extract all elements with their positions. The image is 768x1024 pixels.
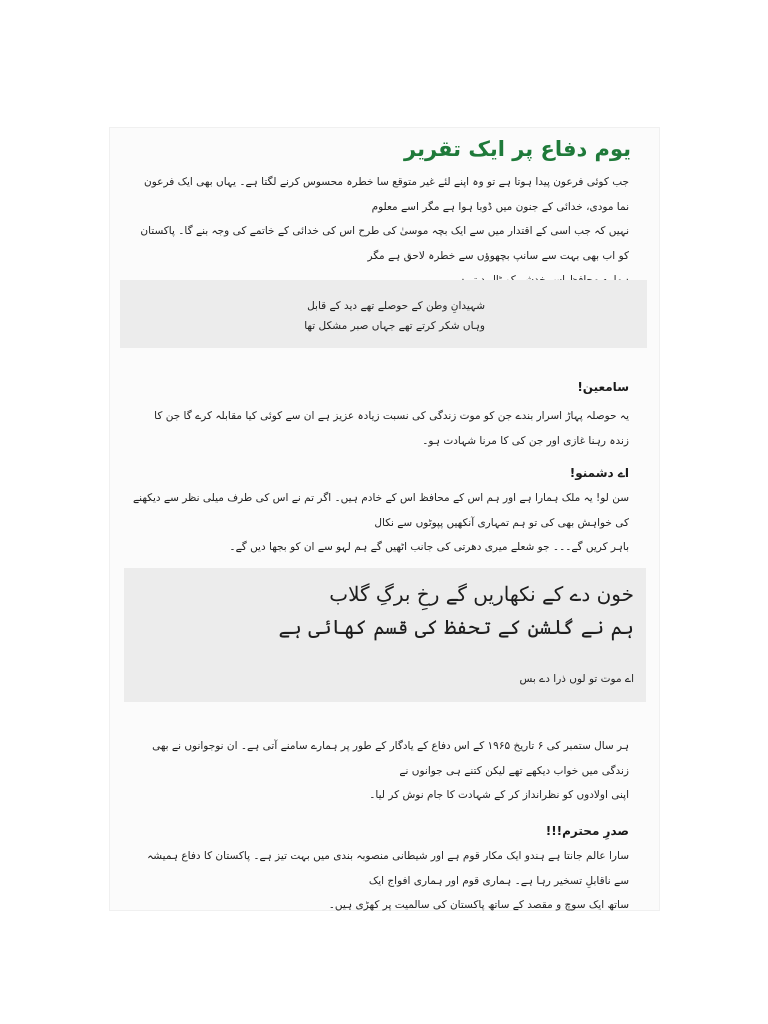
page-title: یوم دفاع پر ایک تقریر [404,137,631,161]
highlight-couplet-box [124,568,646,702]
couplet-box [120,280,647,348]
intro-paragraph [132,170,629,293]
paragraph-line: ساتھ ایک سوچ و مقصد کے ساتھ پاکستان کی سالمیت پر کھڑی ہیں۔ [328,899,629,911]
section-heading-enemies: اے دشمنو! [569,466,629,480]
paragraph-line: نہیں کہ جب اسی کے اقتدار میں سے ایک بچہ موسیٰ کی طرح اس کی خدائی کے خاتمے کی وجہ بنے گا۔ پاکستان کو اب بھی بہت سے سانپ بچھوؤں سے خطرہ لاحق ہے مگر [140,225,629,262]
section-heading-audience: سامعین! [577,380,629,394]
paragraph-line: جب کوئی فرعون پیدا ہوتا ہے تو وہ اپنے لئے غیر متوقع سا خطرہ محسوس کرنے لگتا ہے۔ یہاں بھی ایک فرعون نما مودی، خدائی کے جنون میں ڈوبا ہوا ہے مگر اسے معلوم [144,176,629,213]
section-heading-chairman: صدرِ محترم!!! [545,824,629,838]
couplet-line: وہاں شکر کرتے تھے جہاں صبر مشکل تھا [304,320,485,332]
couplet-line: ہم نے گلشن کے تحفظ کی قسم کھائی ہے [278,615,634,639]
paragraph-line: اپنی اولادوں کو نظرانداز کر کے شہادت کا جام نوش کر لیا۔ [369,789,629,801]
document-page [109,127,660,911]
paragraph-line: یہ حوصلہ پہاڑ اسرار بندے جن کو موت زندگی کی نسبت زیادہ عزیز ہے ان سے کوئی کیا مقابلہ کرے گا جن کا زندہ رہنا غازی اور جن کی کا مرنا شہادت ہو۔ [154,410,629,447]
paragraph-enemies [132,486,629,560]
paragraph-line: ہر سال ستمبر کی ۶ تاریخ ۱۹۶۵ کے اس دفاع کے یادگار کے طور پر ہمارے سامنے آتی ہے۔ ان نوجوانوں نے بھی زندگی میں خواب دیکھے تھے لیکن کتنے ہی جوانوں نے [152,740,629,777]
paragraph-audience [132,404,629,453]
paragraph-line: سارا عالم جانتا ہے ہندو ایک مکار قوم ہے اور شیطانی منصوبہ بندی میں بہت تیز ہے۔ پاکستان کا دفاع ہمیشہ سے ناقابلِ تسخیر رہا ہے۔ ہماری قوم اور ہماری افواج ایک [147,850,629,887]
paragraph-line: باہر کریں گے۔۔۔ جو شعلے میری دھرتی کی جانب اٹھیں گے ہم لہو سے ان کو بجھا دیں گے۔ [229,541,629,553]
paragraph-chairman [132,844,629,918]
highlight-couplet [278,578,634,644]
paragraph-september [132,734,629,808]
couplet-line: شہیدانِ وطن کے حوصلے تھے دید کے قابل [307,300,485,312]
paragraph-line: سن لو! یہ ملک ہمارا ہے اور ہم اس کے محافظ اس کے خادم ہیں۔ اگر تم نے اس کی طرف میلی نظر سے دیکھنے کی خواہش بھی کی تو ہم تمہاری آنکھیں پپوٹوں سے نکال [133,492,629,529]
couplet-line: خون دے کے نکھاریں گے رخِ برگِ گلاب [329,582,634,606]
couplet-caption: اے موت تو لوں ذرا دے بس [519,673,634,685]
couplet-text [304,296,485,336]
